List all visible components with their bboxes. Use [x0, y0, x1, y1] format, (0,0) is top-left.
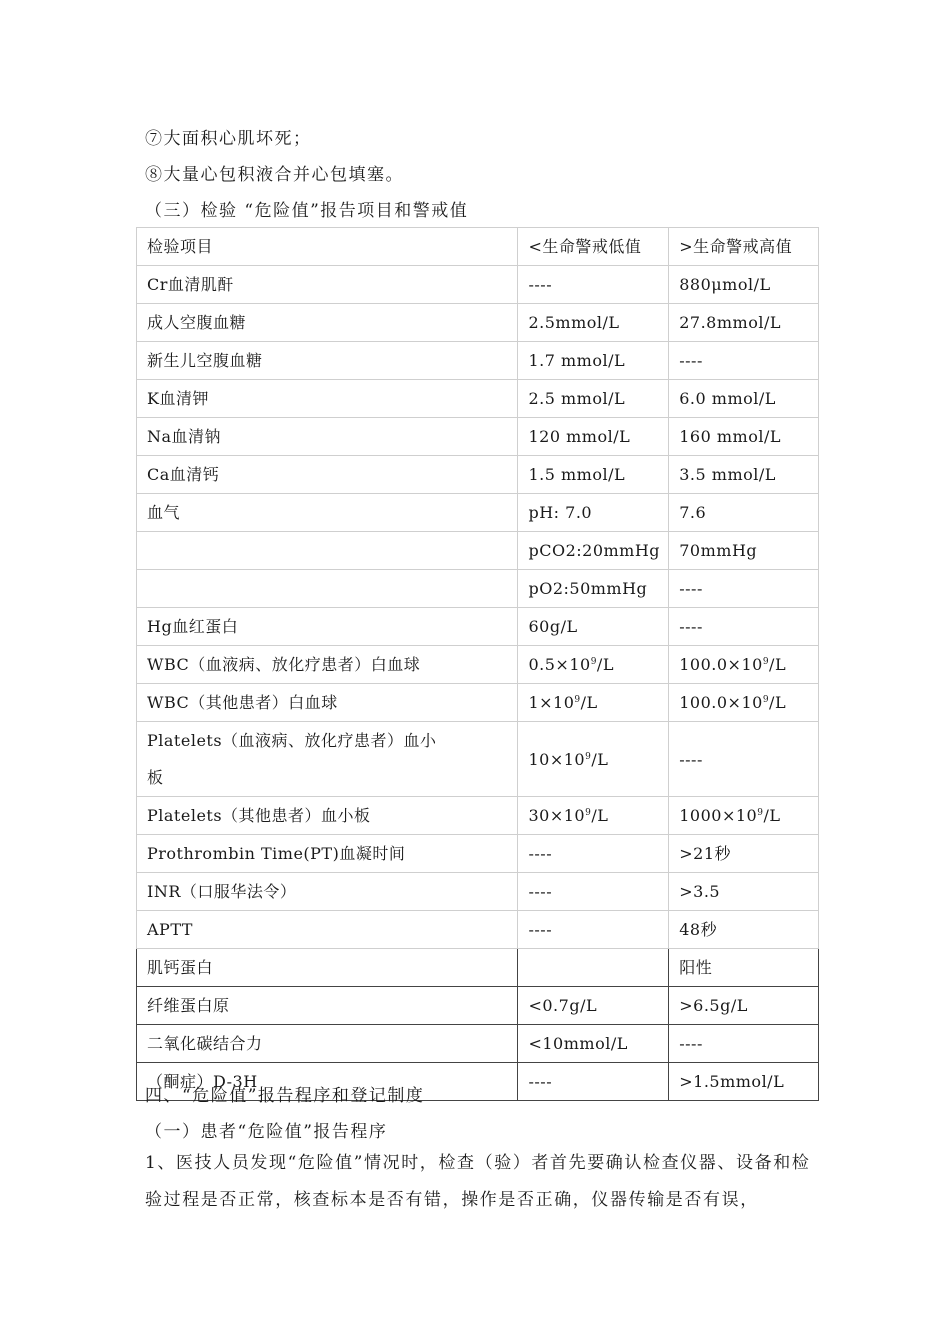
- cell-high: >3.5: [669, 873, 819, 911]
- cell-high: $100.0\times 10^9/L$: [669, 646, 819, 684]
- cell-low: [518, 949, 669, 987]
- cell-low: 1.5 mmol/L: [518, 456, 669, 494]
- table-row: [137, 987, 819, 1025]
- cell-item: Platelets（其他患者）血小板: [137, 797, 518, 835]
- procedure-paragraph: 1、医技人员发现“危险值”情况时，检查（验）者首先要确认检查仪器、设备和检验过程是否正常，核查标本是否有错，操作是否正确，仪器传输是否有误，: [145, 1153, 811, 1210]
- cell-low: pO2:50mmHg: [518, 570, 669, 608]
- cell-item: Ca血清钙: [137, 456, 518, 494]
- table-row: [137, 608, 819, 646]
- cell-high: 27.8mmol/L: [669, 304, 819, 342]
- table-row: [137, 380, 819, 418]
- cell-high: $1000\times 10^9/L$: [669, 797, 819, 835]
- cell-item: APTT: [137, 911, 518, 949]
- table-row: [137, 684, 819, 722]
- table-row: [137, 835, 819, 873]
- critical-values-table: [136, 227, 819, 1101]
- cell-low: pH: 7.0: [518, 494, 669, 532]
- cell-item: 新生儿空腹血糖: [137, 342, 518, 380]
- cell-low: ----: [518, 835, 669, 873]
- subsection-heading-1: （一）患者“危险值”报告程序: [145, 1122, 388, 1142]
- table-row: [137, 722, 819, 797]
- cell-high: $100.0\times 10^9/L$: [669, 684, 819, 722]
- table-row: [137, 456, 819, 494]
- cell-high: ----: [669, 1025, 819, 1063]
- cell-low: $0.5\times 10^9/L$: [518, 646, 669, 684]
- cell-low: $30\times 10^9/L$: [518, 797, 669, 835]
- table-row: [137, 1025, 819, 1063]
- table-row: [137, 418, 819, 456]
- cell-item: [137, 570, 518, 608]
- cell-item: Cr血清肌酐: [137, 266, 518, 304]
- cell-low: <0.7g/L: [518, 987, 669, 1025]
- header-low: <生命警戒低值: [518, 228, 669, 266]
- cell-low: ----: [518, 911, 669, 949]
- table-row: [137, 570, 819, 608]
- cell-low: ----: [518, 873, 669, 911]
- cell-low: ----: [518, 266, 669, 304]
- table-row: [137, 342, 819, 380]
- section-heading-4: 四、“危险值”报告程序和登记制度: [145, 1086, 425, 1106]
- intro-line-8: ⑧大量心包积液合并心包填塞。: [145, 165, 404, 185]
- cell-low: ----: [518, 1063, 669, 1101]
- header-high: >生命警戒高值: [669, 228, 819, 266]
- cell-item: Na血清钠: [137, 418, 518, 456]
- cell-item: 纤维蛋白原: [137, 987, 518, 1025]
- table-row: [137, 266, 819, 304]
- table-row: [137, 494, 819, 532]
- cell-item: 肌钙蛋白: [137, 949, 518, 987]
- cell-high: ----: [669, 608, 819, 646]
- table-row: [137, 304, 819, 342]
- cell-high: >21秒: [669, 835, 819, 873]
- cell-high: >1.5mmol/L: [669, 1063, 819, 1101]
- cell-high: 6.0 mmol/L: [669, 380, 819, 418]
- cell-low: $1\times 10^9/L$: [518, 684, 669, 722]
- cell-item: INR（口服华法令）: [137, 873, 518, 911]
- cell-high: ----: [669, 342, 819, 380]
- cell-low: $10\times 10^9/L$: [518, 722, 669, 797]
- table-row: [137, 949, 819, 987]
- cell-item: （酮症）D-3H: [137, 1063, 518, 1101]
- cell-low: <10mmol/L: [518, 1025, 669, 1063]
- cell-item: 成人空腹血糖: [137, 304, 518, 342]
- cell-low: 60g/L: [518, 608, 669, 646]
- cell-item: 血气: [137, 494, 518, 532]
- cell-high: 阳性: [669, 949, 819, 987]
- cell-item: WBC（其他患者）白血球: [137, 684, 518, 722]
- cell-item: Prothrombin Time(PT)血凝时间: [137, 835, 518, 873]
- cell-low: 1.7 mmol/L: [518, 342, 669, 380]
- cell-high: 880μmol/L: [669, 266, 819, 304]
- cell-high: ----: [669, 570, 819, 608]
- table-row: [137, 873, 819, 911]
- cell-high: >6.5g/L: [669, 987, 819, 1025]
- cell-item: 二氧化碳结合力: [137, 1025, 518, 1063]
- cell-high: 7.6: [669, 494, 819, 532]
- cell-low: 120 mmol/L: [518, 418, 669, 456]
- cell-high: 160 mmol/L: [669, 418, 819, 456]
- cell-low: pCO2:20mmHg: [518, 532, 669, 570]
- cell-item: [137, 532, 518, 570]
- header-item: 检验项目: [137, 228, 518, 266]
- cell-item: Hg血红蛋白: [137, 608, 518, 646]
- cell-item: WBC（血液病、放化疗患者）白血球: [137, 646, 518, 684]
- table-row: [137, 646, 819, 684]
- intro-line-7: ⑦大面积心肌坏死；: [145, 129, 312, 149]
- cell-item: Platelets（血液病、放化疗患者）血小 板: [137, 722, 518, 797]
- cell-item: K血清钾: [137, 380, 518, 418]
- cell-low: 2.5 mmol/L: [518, 380, 669, 418]
- cell-high: ----: [669, 722, 819, 797]
- cell-high: 48秒: [669, 911, 819, 949]
- table-row: [137, 532, 819, 570]
- cell-high: 3.5 mmol/L: [669, 456, 819, 494]
- cell-high: 70mmHg: [669, 532, 819, 570]
- cell-low: 2.5mmol/L: [518, 304, 669, 342]
- table-row: [137, 911, 819, 949]
- table-row: [137, 797, 819, 835]
- section-heading-3: （三）检验 “危险值”报告项目和警戒值: [145, 201, 469, 221]
- table-header-row: [137, 228, 819, 266]
